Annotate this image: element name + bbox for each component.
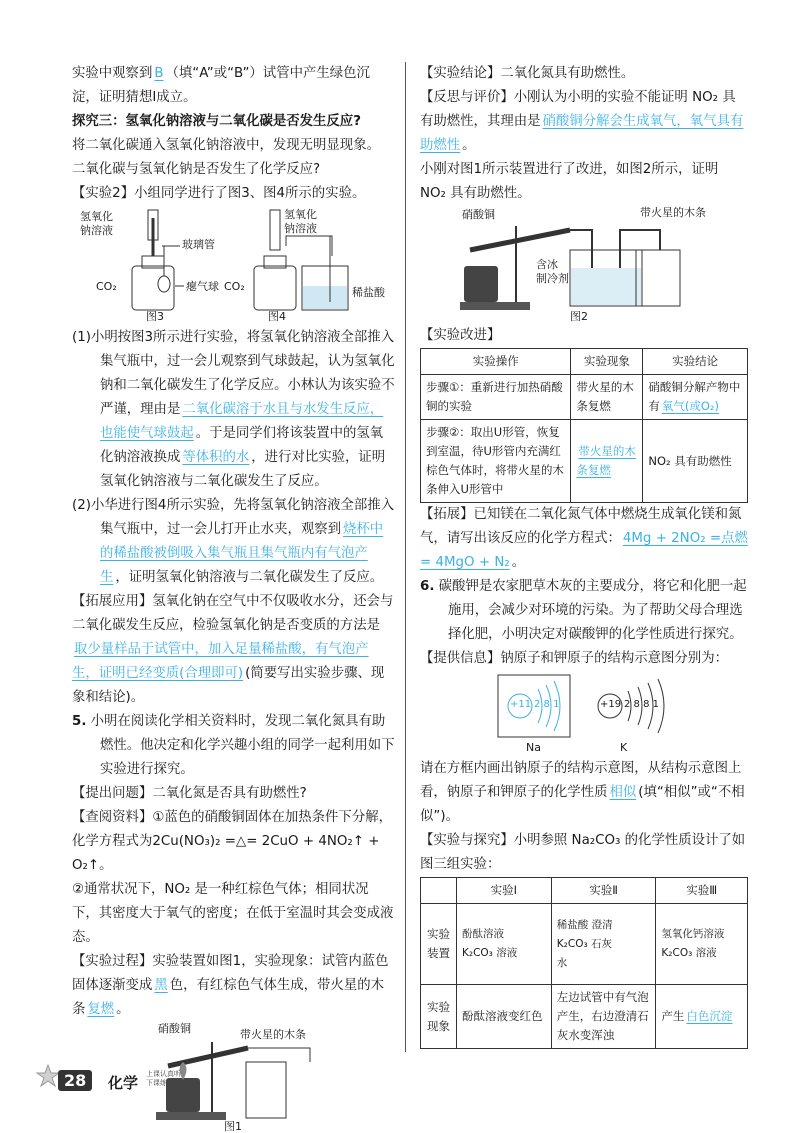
paragraph: 【查阅资料】①蓝色的硝酸铜固体在加热条件下分解，化学方程式为2Cu(NO₃)₂ =△= 2CuO + 4NO₂↑ + O₂↑。 <box>72 810 392 873</box>
table-header: 实验现象 <box>571 349 643 375</box>
table-cell: 酚酞溶液 K₂CO₃ 溶液 <box>456 904 551 985</box>
paragraph: 【提出问题】二氧化氮是否具有助燃性? <box>72 786 307 801</box>
table-cell: 酚酞溶液变红色 <box>456 985 551 1049</box>
paragraph: 【实验结论】二氧化氮具有助燃性。 <box>420 66 635 81</box>
table-header: 实验Ⅰ <box>456 878 551 904</box>
label: Na <box>526 741 541 754</box>
star-logo-icon <box>36 1064 60 1088</box>
figure-caption: 图2 <box>570 310 588 323</box>
experiment-table <box>420 877 748 1049</box>
table-header: 实验操作 <box>421 349 571 375</box>
paragraph: 【拓展】已知镁在二氧化氮气体中燃烧生成氧化镁和氮气，请写出该反应的化学方程式： 4Mg + 2NO₂ =点燃= 4MgO + N₂ 。 <box>420 507 748 570</box>
label: 氢氧化 <box>80 210 113 223</box>
label: 玻璃管 <box>182 238 215 251</box>
figure-2 <box>420 206 748 324</box>
table-cell: 实验装置 <box>421 904 457 985</box>
answer: 黑 <box>154 978 168 993</box>
table-cell: 带火星的木条复燃 <box>571 375 643 420</box>
answer: 二氧化碳溶于水且与水发生反应，也能使气球鼓起 <box>100 402 384 441</box>
question-6: 6. 碳酸钾是农家肥草木灰的主要成分，将它和化肥一起施用，会减少对环境的污染。为了帮助父母合理选择化肥，小明决定对碳酸钾的化学性质进行探究。 <box>420 579 747 642</box>
table-cell: 实验现象 <box>421 985 457 1049</box>
paragraph: 【反思与评价】小刚认为小明的实验不能证明 NO₂ 具有助燃性，其理由是 硝酸铜分解会生成氧气，氧气具有助燃性 。 <box>420 90 744 153</box>
answer: 氧气(或O₂) <box>661 399 719 413</box>
label: 2 8 1 <box>534 699 560 710</box>
page-number: 28 <box>58 1070 92 1091</box>
label: K <box>620 741 628 754</box>
paragraph: 【实验与探究】小明参照 Na₂CO₃ 的化学性质设计了如图三组实验： <box>420 833 746 872</box>
label: 钠溶液 <box>284 222 317 235</box>
table-row <box>421 904 748 985</box>
figure-3-4 <box>72 206 395 326</box>
section-title: 探究三：氢氧化钠溶液与二氧化碳是否发生反应? <box>72 114 361 129</box>
extension: 【拓展应用】氢氧化钠在空气中不仅吸收水分，还会与二氧化碳发生反应，检验氢氧化钠是否变质的方法是取少量样品于试管中，加入足量稀盐酸，有气泡产生，证明已经变质(合理即可) (简要写出实验步骤、现象和结论)。 <box>72 594 394 705</box>
answer: 复燃 <box>87 1002 115 1017</box>
label: 钠溶液 <box>80 224 113 237</box>
paragraph: 请在方框内画出钠原子的结构示意图，从结构示意图上看，钠原子和钾原子的化学性质 相似 (填“相似”或“不相似”)。 <box>420 761 745 824</box>
label: 带火星的木条 <box>240 1028 306 1041</box>
answer: 取少量样品于试管中，加入足量稀盐酸，有气泡产生，证明已经变质(合理即可) <box>72 642 369 681</box>
figure-3-4-drawing <box>72 206 395 326</box>
label: CO₂ <box>96 280 117 293</box>
paragraph: 将二氧化碳通入氢氧化钠溶液中，发现无明显现象。 <box>72 138 380 153</box>
page-footer <box>36 1064 216 1094</box>
label: 氢氧化 <box>284 208 317 221</box>
paragraph: 【实验过程】实验装置如图1，实验现象：试管内蓝色固体逐渐变成 黑 色，有红棕色气体生成，带火星的木条 复燃 。 <box>72 954 389 1017</box>
label: +11 <box>510 699 532 710</box>
table-row <box>421 375 748 420</box>
table-cell: 氢氧化钙溶液 K₂CO₃ 溶液 <box>656 904 748 985</box>
paragraph: 二氧化碳与氢氧化钠是否发生了化学反应? <box>72 162 321 177</box>
label: 硝酸铜 <box>462 208 495 221</box>
label: 制冷剂 <box>536 272 569 285</box>
paragraph: 小刚对图1所示装置进行了改进，如图2所示，证明 NO₂ 具有助燃性。 <box>420 162 719 201</box>
label: 含冰 <box>536 258 558 271</box>
label: +19 <box>600 699 622 710</box>
paragraph: 【实验改进】 <box>420 328 501 343</box>
figure-2-drawing <box>420 206 748 324</box>
figure-caption: 图1 <box>224 1120 242 1133</box>
improvement-table <box>420 348 748 503</box>
column-divider <box>405 62 406 1052</box>
answer: 4Mg + 2NO₂ =点燃= 4MgO + N₂ <box>420 531 748 570</box>
paragraph: 【提供信息】钠原子和钾原子的结构示意图分别为： <box>420 651 728 666</box>
table-cell: 产生 白色沉淀 <box>656 985 748 1049</box>
atom-diagrams <box>420 671 748 757</box>
label: CO₂ <box>224 280 245 293</box>
answer: 硝酸铜分解会生成氧气，氧气具有助燃性 <box>420 114 744 153</box>
atom-diagrams-drawing <box>420 671 748 757</box>
table-cell: 左边试管中有气泡产生，右边澄清石灰水变浑浊 <box>551 985 656 1049</box>
figure-caption: 图4 <box>268 310 286 323</box>
right-column <box>420 62 748 1049</box>
table-row <box>421 420 748 503</box>
question-5: 5. 小明在阅读化学相关资料时，发现二氧化氮具有助燃性。他决定和化学兴趣小组的同学一起利用如下实验进行探究。 <box>72 714 395 777</box>
question-2: (2)小华进行图4所示实验，先将氢氧化钠溶液全部推入集气瓶中，过一会儿打开止水夹，观察到 烧杯中的稀盐酸被倒吸入集气瓶且集气瓶内有气泡产生 ，证明氢氧化钠溶液与二氧化碳发生了反应。 <box>72 498 395 585</box>
paragraph: 实验中观察到 B （填“A”或“B”）试管中产生绿色沉 <box>72 66 370 81</box>
table-header: 实验Ⅱ <box>551 878 656 904</box>
subject-label: 化学 <box>108 1074 139 1092</box>
chemical-equation: 2Cu(NO₃)₂ =△= 2CuO + 4NO₂↑ + O₂↑。 <box>72 834 380 873</box>
figure-caption: 图3 <box>146 310 164 323</box>
answer: 烧杯中的稀盐酸被倒吸入集气瓶且集气瓶内有气泡产生 <box>100 522 384 585</box>
label: 带火星的木条 <box>640 206 706 219</box>
table-cell <box>571 420 643 503</box>
table-cell: 步骤①：重新进行加热硝酸铜的实验 <box>421 375 571 420</box>
table-cell: 稀盐酸 澄清 K₂CO₃ 石灰 水 <box>551 904 656 985</box>
label: 稀盐酸 <box>352 286 385 299</box>
slogan: 上课认真听 下课练天天 <box>146 1070 181 1087</box>
answer: 等体积的水 <box>182 450 250 465</box>
table-header: 实验Ⅲ <box>656 878 748 904</box>
answer: 带火星的木条复燃 <box>576 444 636 477</box>
table-row <box>421 985 748 1049</box>
table-header-row <box>421 349 748 375</box>
table-header <box>421 878 457 904</box>
question-1: (1)小明按图3所示进行实验，将氢氧化钠溶液全部推入集气瓶中，过一会儿观察到气球鼓起，认为氢氧化钠和二氧化碳发生了化学反应。小林认为该实验不严谨，理由是 二氧化碳溶于水且与水发生反应，也能使气球鼓起 。于是同学们将该装置中的氢氧化钠溶液换成 等体积的水 ，进行对比实验，证明氢氧化钠溶液与二氧化碳发生了反应。 <box>72 330 395 489</box>
answer: B <box>154 66 164 81</box>
paragraph: 【实验2】小组同学进行了图3、图4所示的实验。 <box>72 186 366 201</box>
table-header: 实验结论 <box>643 349 748 375</box>
paragraph: ②通常状况下，NO₂ 是一种红棕色气体；相同状况下，其密度大于氧气的密度；在低于室温时其会变成液态。 <box>72 882 394 945</box>
answer: 白色沉淀 <box>686 1009 733 1023</box>
answer: 相似 <box>609 785 637 800</box>
table-cell: 硝酸铜分解产物中有 氧气(或O₂) <box>643 375 748 420</box>
table-header-row <box>421 878 748 904</box>
label: 瘪气球 <box>186 280 219 293</box>
left-column <box>72 62 395 1132</box>
table-cell: 步骤②：取出U形管，恢复到室温，待U形管内充满红棕色气体时，将带火星的木条伸入U形管中 <box>421 420 571 503</box>
paragraph: 淀，证明猜想Ⅰ成立。 <box>72 90 197 105</box>
table-cell: NO₂ 具有助燃性 <box>643 420 748 503</box>
label: 2 8 8 1 <box>624 699 659 710</box>
label: 硝酸铜 <box>158 1022 191 1035</box>
